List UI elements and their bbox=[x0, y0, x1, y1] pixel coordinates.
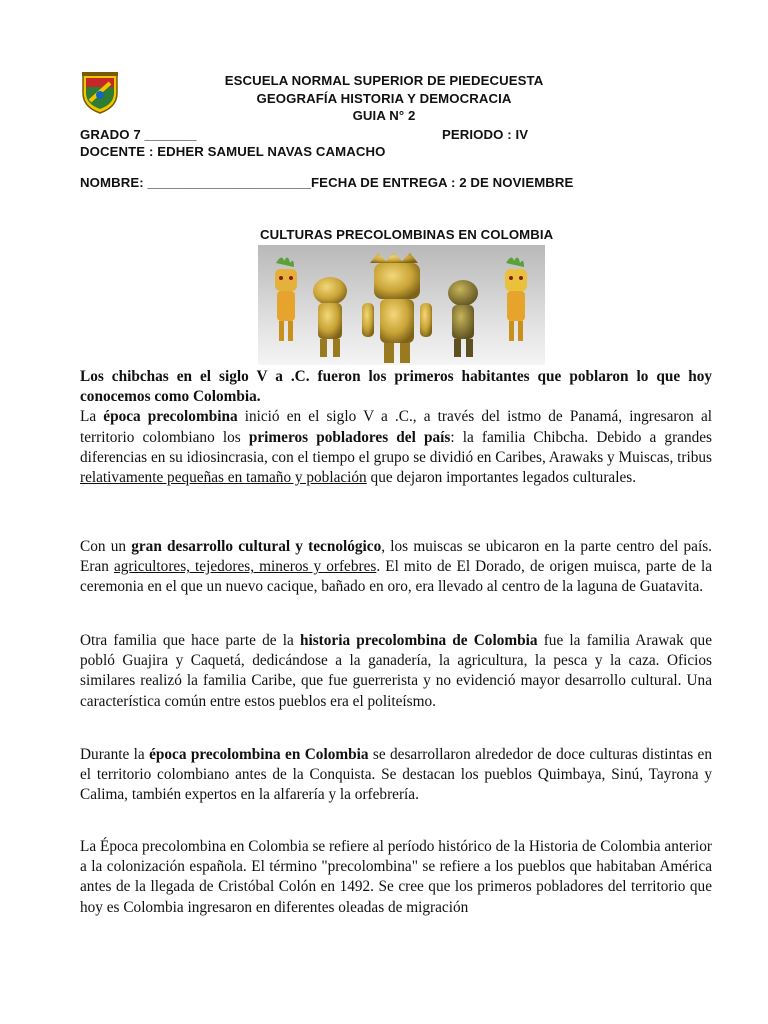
text-span: inició en el siglo V a .C., a través del istmo de Panamá, ingresaron al territorio colombiano los bbox=[80, 408, 712, 446]
underlined-span: agricultores, tejedores, mineros y orfebres bbox=[113, 558, 377, 576]
paragraph-definition bbox=[80, 837, 712, 918]
text-span: La bbox=[80, 408, 104, 426]
text-span: fue la familia Arawak que pobló Guajira y Caquetá, dedicándose a la ganadería, la agricultura, la pesca y la caza. Oficios similares realizó la familia Caribe, que fue guerrerista y no evidenció mayor desarrollo cultural. Una característica común entre estos pueblos era el politeísmo. bbox=[80, 632, 712, 710]
subject-name: GEOGRAFÍA HISTORIA Y DEMOCRACIA bbox=[256, 91, 512, 106]
guide-number: GUIA N° 2 bbox=[352, 108, 416, 123]
paragraph-intro bbox=[80, 367, 712, 488]
bold-span: primeros pobladores del país bbox=[248, 428, 451, 446]
text-span: Durante la bbox=[80, 746, 150, 763]
bold-span: historia precolombina de Colombia bbox=[299, 632, 538, 649]
name-and-due-date-field: NOMBRE: ______________________FECHA DE ENTREGA : 2 DE NOVIEMBRE bbox=[80, 175, 574, 190]
text-span: La Época precolombina en Colombia se refiere al período histórico de la Historia de Colombia anterior a la colonización española. El término "precolombina" se refiere a los pueblos que habitaban América antes de la llegada de Cristóbal Colón en 1492. Se cree que los primeros pobladores del territorio que hoy es Colombia ingresaron en diferentes oleadas de migración bbox=[80, 838, 712, 916]
paragraph-muiscas bbox=[80, 537, 712, 598]
teacher-field: DOCENTE : EDHER SAMUEL NAVAS CAMACHO bbox=[80, 144, 386, 159]
grade-field: GRADO 7 _______ bbox=[80, 127, 197, 142]
intro-bold-text: Los chibchas en el siglo V a .C. fueron los primeros habitantes que poblaron lo que hoy conocemos como Colombia. bbox=[80, 368, 712, 406]
paragraph-cultures bbox=[80, 745, 712, 806]
document-title: CULTURAS PRECOLOMBINAS EN COLOMBIA bbox=[260, 227, 554, 242]
bold-span: época precolombina bbox=[103, 408, 238, 426]
period-field: PERIODO : IV bbox=[442, 127, 529, 142]
text-span: : la familia Chibcha. Debido a grandes diferencias en su idiosincrasia, con el tiempo el grupo se dividió en Caribes, Arawaks y Muiscas, tribus bbox=[80, 428, 712, 466]
text-span: Otra familia que hace parte de la bbox=[80, 632, 300, 649]
paragraph-arawak bbox=[80, 631, 712, 712]
precolumbian-figures-image bbox=[258, 245, 545, 365]
text-span: se desarrollaron alrededor de doce culturas distintas en el territorio colombiano antes de la Conquista. Se destacan los pueblos Quimbaya, Sinú, Tayrona y Calima, también expertos en la alfarería y la orfebrería. bbox=[80, 746, 712, 804]
underlined-span: relativamente pequeñas en tamaño y población bbox=[80, 469, 367, 487]
school-name: ESCUELA NORMAL SUPERIOR DE PIEDECUESTA bbox=[224, 73, 544, 88]
text-span: que dejaron importantes legados culturales. bbox=[366, 469, 637, 487]
text-span: Con un bbox=[80, 538, 132, 555]
text-span: , los muiscas se ubicaron en la parte centro del país. Eran bbox=[80, 538, 713, 576]
text-span: . El mito de El Dorado, de origen muisca, parte de la ceremonia en el que un nuevo cacique, bañado en oro, era llevado al centro de la laguna de Guatavita. bbox=[80, 558, 713, 596]
bold-span: época precolombina en Colombia bbox=[149, 746, 369, 763]
bold-span: gran desarrollo cultural y tecnológico bbox=[131, 538, 382, 555]
